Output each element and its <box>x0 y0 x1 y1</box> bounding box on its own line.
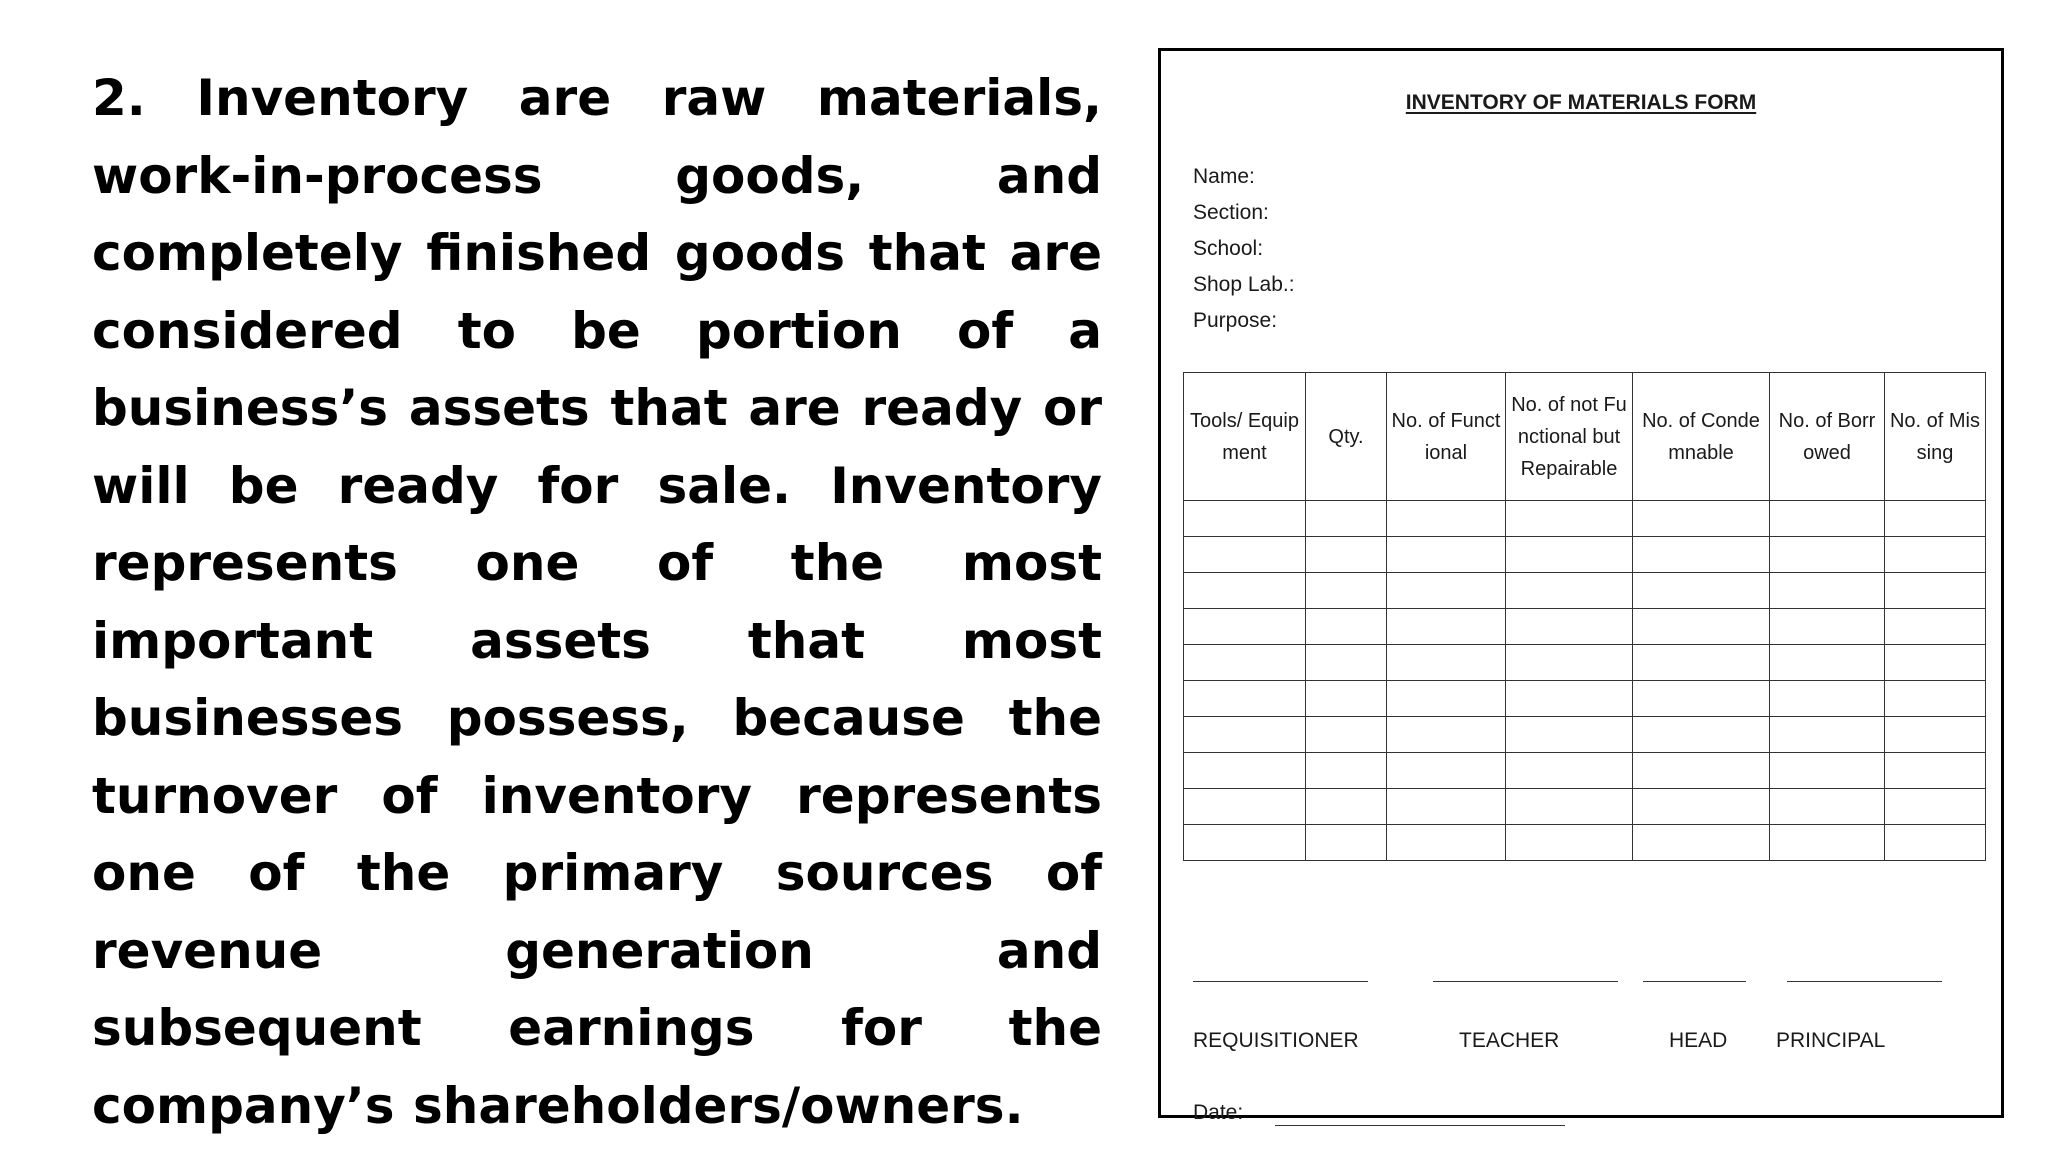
table-cell <box>1387 789 1506 825</box>
table-cell <box>1184 825 1306 861</box>
table-cell <box>1885 825 1986 861</box>
table-cell <box>1184 537 1306 573</box>
table-cell <box>1387 753 1506 789</box>
table-row <box>1184 609 1986 645</box>
requisitioner-signature-line <box>1193 981 1368 982</box>
purpose-field-label: Purpose: <box>1193 309 1278 332</box>
col-header-missing: No. of Missing <box>1885 373 1986 501</box>
table-row <box>1184 681 1986 717</box>
table-row <box>1184 789 1986 825</box>
table-cell <box>1633 537 1770 573</box>
table-cell <box>1387 573 1506 609</box>
table-cell <box>1387 825 1506 861</box>
head-label: HEAD <box>1669 1029 1728 1052</box>
teacher-label: TEACHER <box>1459 1029 1560 1052</box>
table-cell <box>1885 609 1986 645</box>
table-cell <box>1506 681 1633 717</box>
col-header-condemnable: No. of Condemnable <box>1633 373 1770 501</box>
date-label: Date: <box>1193 1101 1244 1124</box>
table-cell <box>1885 501 1986 537</box>
table-cell <box>1633 753 1770 789</box>
table-cell <box>1633 825 1770 861</box>
head-signature-line <box>1643 981 1746 982</box>
table-cell <box>1184 753 1306 789</box>
table-cell <box>1184 789 1306 825</box>
col-header-qty: Qty. <box>1306 373 1387 501</box>
teacher-signature-line <box>1433 981 1618 982</box>
table-cell <box>1306 717 1387 753</box>
table-row <box>1184 501 1986 537</box>
table-cell <box>1387 537 1506 573</box>
table-row <box>1184 537 1986 573</box>
col-header-tools-equipment: Tools/ Equipment <box>1184 373 1306 501</box>
table-cell <box>1387 717 1506 753</box>
table-row <box>1184 753 1986 789</box>
table-cell <box>1633 573 1770 609</box>
table-cell <box>1633 645 1770 681</box>
table-cell <box>1770 717 1885 753</box>
school-field-label: School: <box>1193 237 1264 260</box>
table-cell <box>1770 501 1885 537</box>
table-cell <box>1633 501 1770 537</box>
principal-label: PRINCIPAL <box>1776 1029 1886 1052</box>
table-cell <box>1387 609 1506 645</box>
col-header-borrowed: No. of Borrowed <box>1770 373 1885 501</box>
inventory-definition-paragraph: 2. Inventory are raw materials, work-in-process goods, and completely finished goods that are considered to be portion of a business’s assets that are ready or will be ready for sale. Inventory represents one of the most important assets that most businesses possess, because the turnover of inventory represents one of the primary sources of revenue generation and subsequent earnings for the company’s shareholders/owners. <box>92 69 1102 1135</box>
table-cell <box>1506 825 1633 861</box>
table-cell <box>1184 573 1306 609</box>
table-cell <box>1306 537 1387 573</box>
shop-lab-field-label: Shop Lab.: <box>1193 273 1295 296</box>
inventory-form-image <box>1158 48 2004 1124</box>
table-cell <box>1306 609 1387 645</box>
table-cell <box>1885 537 1986 573</box>
table-cell <box>1306 573 1387 609</box>
table-cell <box>1184 717 1306 753</box>
requisitioner-label: REQUISITIONER <box>1193 1029 1359 1052</box>
table-cell <box>1885 681 1986 717</box>
table-cell <box>1633 717 1770 753</box>
table-cell <box>1184 681 1306 717</box>
table-header-row <box>1184 373 1986 501</box>
table-cell <box>1306 825 1387 861</box>
table-cell <box>1306 753 1387 789</box>
inventory-table <box>1183 372 1986 861</box>
col-header-functional: No. of Functional <box>1387 373 1506 501</box>
section-field-label: Section: <box>1193 201 1269 224</box>
date-line <box>1275 1125 1565 1126</box>
table-cell <box>1770 681 1885 717</box>
date-row <box>1193 1101 1243 1125</box>
table-row <box>1184 717 1986 753</box>
table-cell <box>1506 789 1633 825</box>
table-cell <box>1770 825 1885 861</box>
table-cell <box>1184 501 1306 537</box>
name-field-label: Name: <box>1193 165 1255 188</box>
table-cell <box>1306 645 1387 681</box>
table-cell <box>1306 681 1387 717</box>
principal-signature-line <box>1787 981 1942 982</box>
table-cell <box>1885 789 1986 825</box>
table-cell <box>1387 645 1506 681</box>
table-cell <box>1506 609 1633 645</box>
form-fields <box>1193 159 1295 339</box>
table-cell <box>1885 645 1986 681</box>
table-cell <box>1633 681 1770 717</box>
table-cell <box>1885 717 1986 753</box>
table-cell <box>1770 789 1885 825</box>
table-cell <box>1506 573 1633 609</box>
table-cell <box>1387 501 1506 537</box>
table-cell <box>1506 537 1633 573</box>
table-row <box>1184 573 1986 609</box>
table-cell <box>1306 501 1387 537</box>
table-cell <box>1770 537 1885 573</box>
table-cell <box>1506 753 1633 789</box>
table-cell <box>1633 789 1770 825</box>
table-cell <box>1633 609 1770 645</box>
table-cell <box>1885 753 1986 789</box>
table-cell <box>1184 609 1306 645</box>
table-cell <box>1770 609 1885 645</box>
table-cell <box>1506 717 1633 753</box>
table-body <box>1184 501 1986 861</box>
table-row <box>1184 645 1986 681</box>
table-cell <box>1306 789 1387 825</box>
col-header-not-functional-repairable: No. of not Functional but Repairable <box>1506 373 1633 501</box>
table-cell <box>1387 681 1506 717</box>
table-cell <box>1770 645 1885 681</box>
table-row <box>1184 825 1986 861</box>
table-cell <box>1885 573 1986 609</box>
table-cell <box>1506 645 1633 681</box>
form-title: INVENTORY OF MATERIALS FORM <box>1405 91 1757 114</box>
table-cell <box>1770 573 1885 609</box>
table-cell <box>1770 753 1885 789</box>
table-cell <box>1506 501 1633 537</box>
table-cell <box>1184 645 1306 681</box>
